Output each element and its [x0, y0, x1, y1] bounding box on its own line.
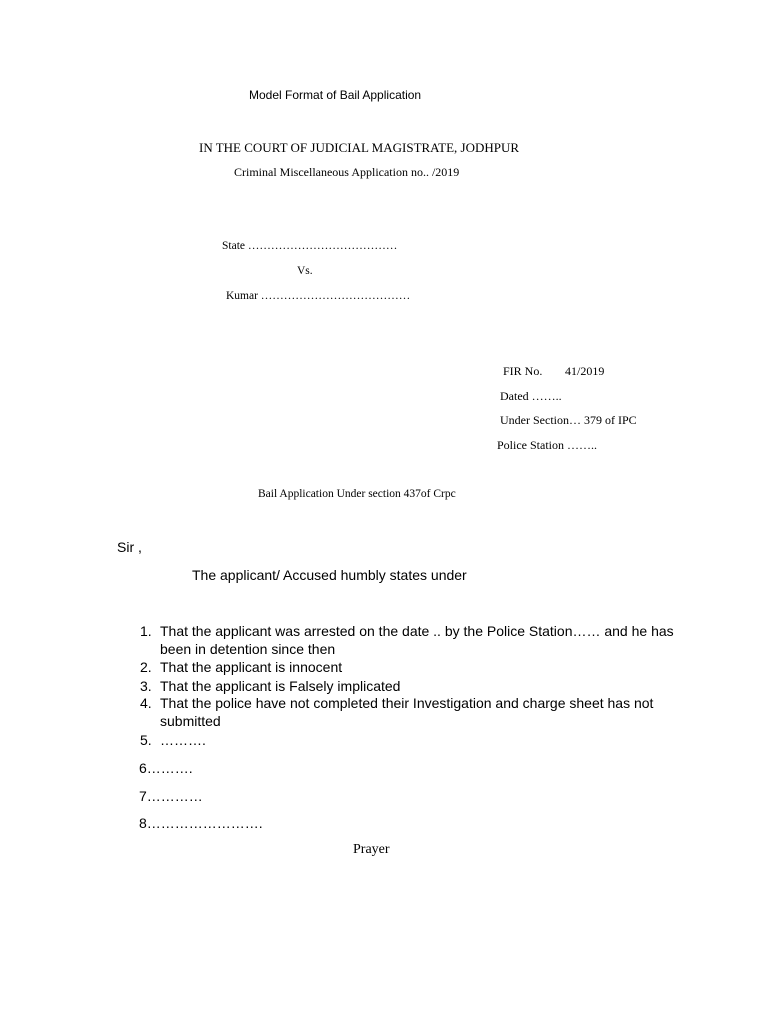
list-item-extra: 6……….	[139, 760, 193, 776]
party-state: State …………………………………	[222, 240, 398, 252]
list-item-number: 5.	[140, 732, 152, 748]
prayer-heading: Prayer	[353, 842, 390, 857]
list-item-extra: 7…………	[139, 788, 203, 804]
fir-dated: Dated ……..	[500, 389, 562, 403]
list-item-text: That the applicant is innocent	[160, 659, 343, 675]
list-item-number: 4.	[140, 695, 152, 711]
salutation: Sir ,	[117, 539, 142, 555]
application-number: Criminal Miscellaneous Application no.. /2019	[234, 165, 460, 179]
list-item-text-continued: submitted	[160, 713, 221, 729]
bail-application-heading: Bail Application Under section 437of Crpc	[258, 488, 456, 500]
list-item-number: 1.	[140, 623, 152, 639]
fir-value: 41/2019	[565, 364, 605, 378]
list-item-number: 2.	[140, 659, 152, 675]
fir-label: FIR No.	[503, 364, 543, 378]
police-station: Police Station ……..	[497, 438, 597, 452]
versus-label: Vs.	[297, 265, 313, 277]
document-title: Model Format of Bail Application	[249, 88, 422, 102]
list-item-text: That the applicant was arrested on the date .. by the Police Station…… and he has	[160, 623, 674, 639]
fir-section: Under Section… 379 of IPC	[500, 413, 637, 427]
list-item-number: 3.	[140, 678, 152, 694]
intro-statement: The applicant/ Accused humbly states under	[192, 567, 467, 583]
list-item-text: That the applicant is Falsely implicated	[160, 678, 401, 694]
list-item-text: ……….	[160, 732, 206, 748]
party-accused: Kumar …………………………………	[226, 290, 411, 302]
list-item-text: That the police have not completed their Investigation and charge sheet has not	[160, 695, 654, 711]
court-heading: IN THE COURT OF JUDICIAL MAGISTRATE, JODHPUR	[199, 140, 520, 155]
list-item-extra: 8…………………….	[139, 815, 263, 831]
list-item-text-continued: been in detention since then	[160, 641, 336, 657]
